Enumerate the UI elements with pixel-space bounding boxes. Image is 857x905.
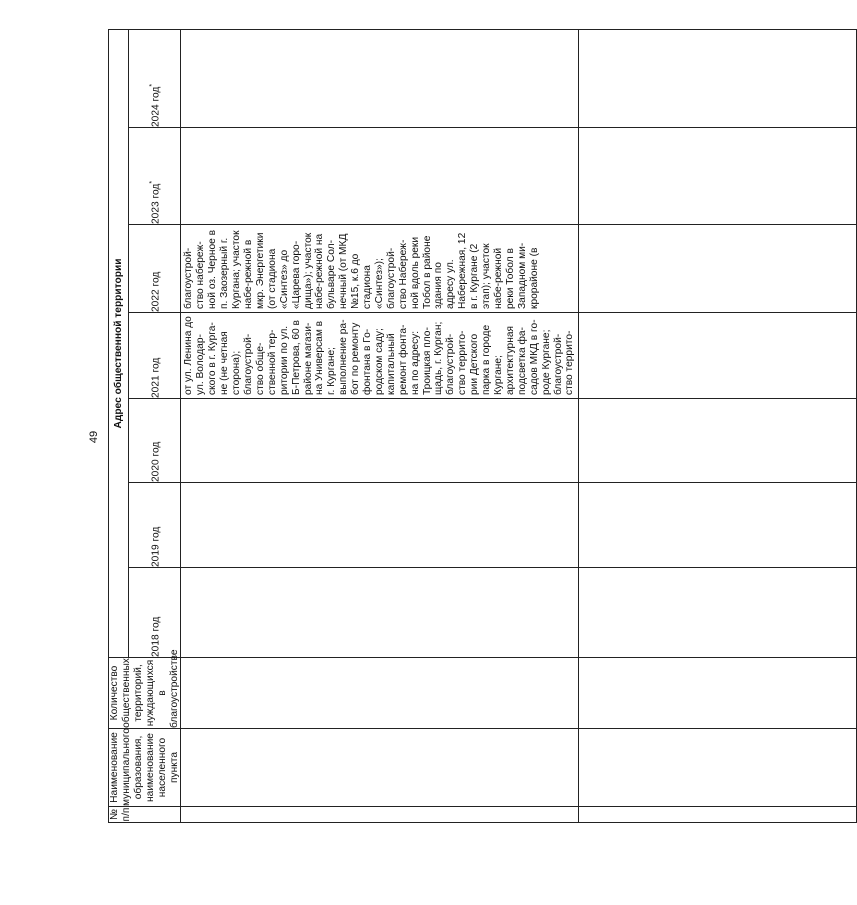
cell-2022-addresses: благоустрой-ство набереж-ной оз. Черное в п. Заозерный г. Кургана; участок набе-режной в мкр. Энергетики (от стадиона «Синтез» до «Царева горо-дища»); участок набе-режной на бульваре Сол-нечный (от МКД №15, к.6 до стадиона «Синтез»); благоустрой-ство Набереж-ной вдоль реки Тобол в районе здания по адресу ул. Набережная, 12 в г. Кургане (2 этап); участок набе-режной реки Тобол в Западном ми-крорайоне (в (181, 225, 579, 313)
table-row-cell (579, 128, 857, 225)
header-address-group: Адрес общественной территории (109, 29, 129, 657)
cell-2024-empty (181, 29, 579, 127)
table-row-cell (579, 399, 857, 483)
cell-2018-empty (181, 568, 579, 658)
table-row-cell (579, 225, 857, 313)
table-row-cell (579, 313, 857, 399)
cell-2020-empty (181, 399, 579, 483)
header-year-2024: 2024 год* (129, 29, 181, 127)
header-year-2022: 2022 год (129, 225, 181, 313)
header-year-2021: 2021 год (129, 313, 181, 399)
table-container (108, 30, 576, 823)
cell-number-empty (181, 807, 579, 823)
header-year-2018: 2018 год (129, 568, 181, 658)
table-row-cell (579, 807, 857, 823)
public-territories-table (108, 29, 857, 823)
cell-2021-addresses: от ул. Ленина до ул. Володар-ского в г. Курга-не (не четная сторона); благоустрой-ство обще-ственной тер-ритории по ул. Б-Петрова, 60 в районе магази-на Универсам в г. Кургане; выполнение ра-бот по ремонту фонтана в Го-родском саду; капитальный ремонт фонта-на по адресу: Троицкая пло-щадь, г. Курган; благоустрой-ство террито-рии Детского парка в городе Кургане; архитектурная подсветка фа-садов МКД в го-роде Кургане; благоустрой-ство террито- (181, 313, 579, 399)
page-number: 49 (88, 430, 100, 444)
header-municipality-name: Наименование муниципального образования, наименование населенного пункта (109, 728, 180, 806)
header-year-2020: 2020 год (129, 399, 181, 483)
header-year-2023: 2023 год* (129, 128, 181, 225)
table-row-cell (579, 483, 857, 568)
cell-2019-empty (181, 483, 579, 568)
header-number: № п/п (109, 807, 181, 823)
table-row-cell (579, 658, 857, 729)
table-row-cell (579, 29, 857, 127)
cell-2023-empty (181, 128, 579, 225)
header-year-2019: 2019 год (129, 483, 181, 568)
table-row-cell (579, 568, 857, 658)
table-row-cell (579, 729, 857, 807)
cell-count-empty (181, 658, 579, 729)
header-territory-count: Количество общественных территорий, нуждающихся в благоустройстве (109, 649, 180, 728)
cell-name-empty (181, 729, 579, 807)
